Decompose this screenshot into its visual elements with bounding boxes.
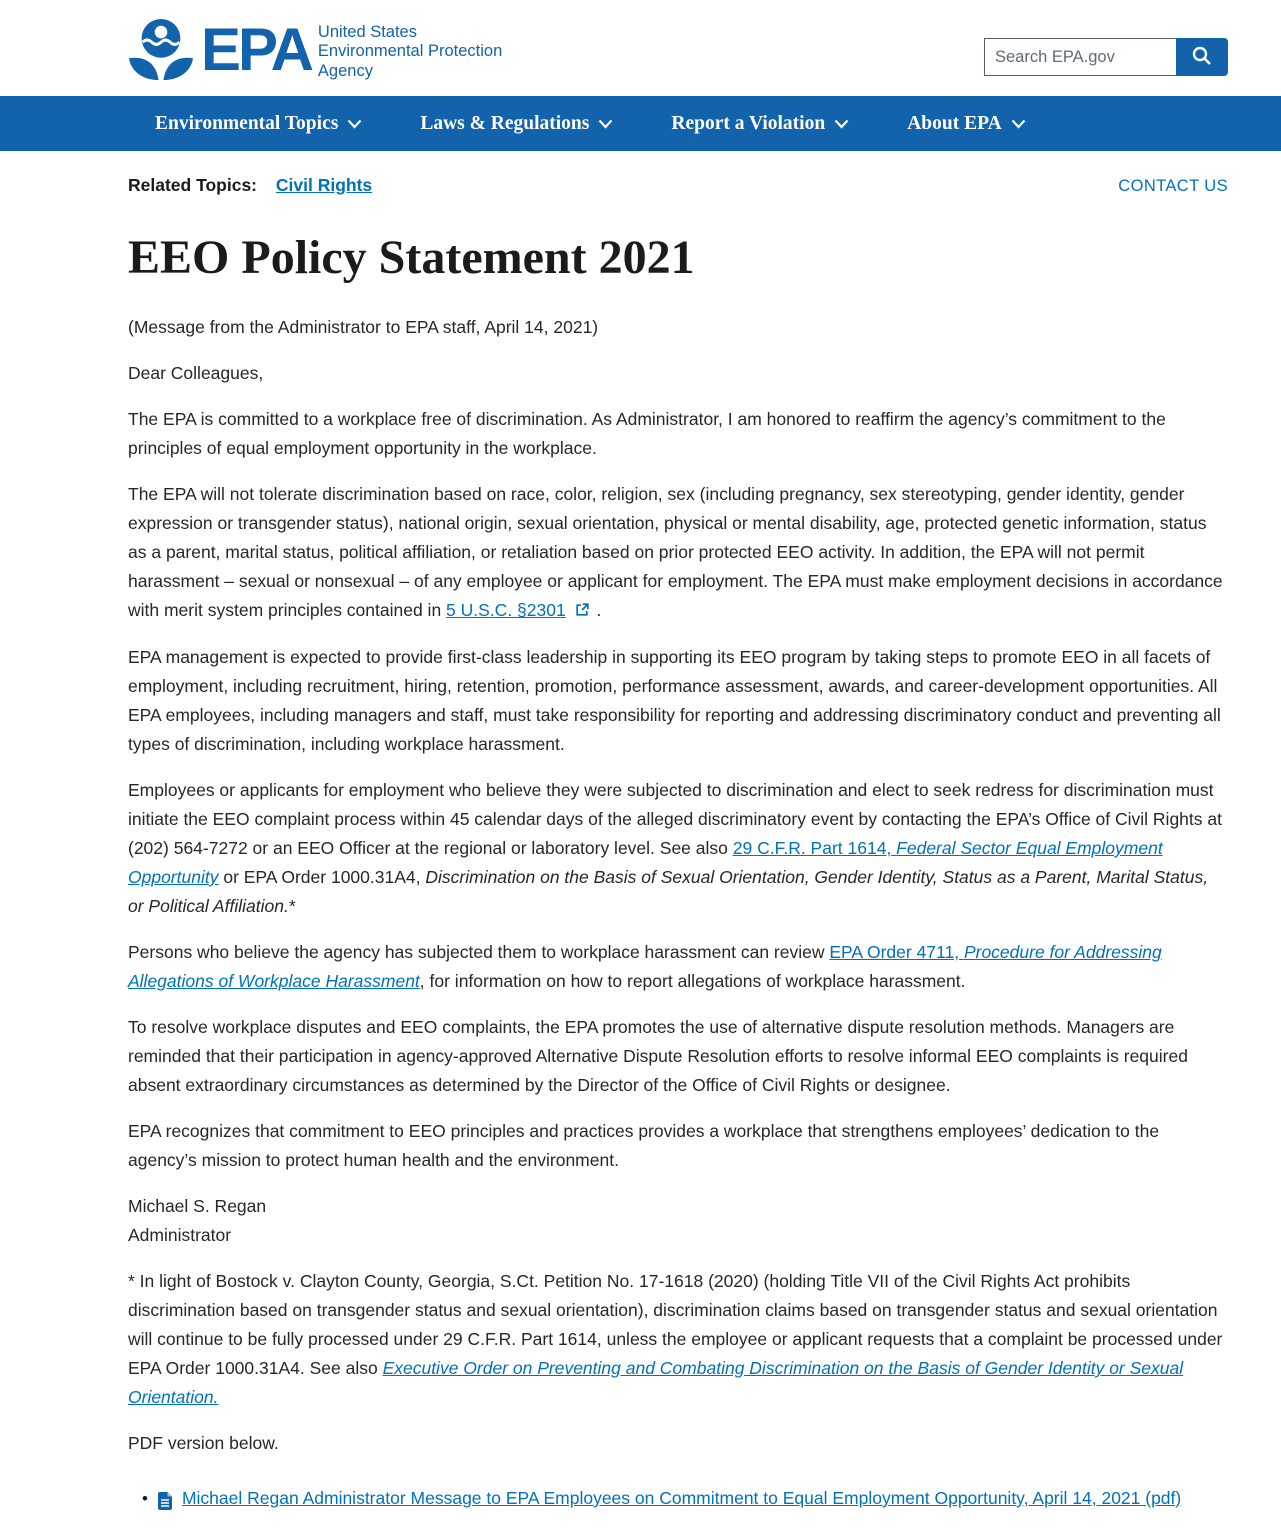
pdf-file-icon	[158, 1490, 172, 1519]
article-body	[128, 313, 1228, 1458]
text-run: * In light of Bostock v. Clayton County, Georgia, S.Ct. Petition No. 17-1618 (2020) (holding Title VII of the Civil Rights Act prohibits discrimination based on transgender status and sexual orientation), discrimination claims based on transgender status and sexual orientation will continue to be fully processed under 29 C.F.R. Part 1614, unless the employee or applicant requests that a complaint be processed under EPA Order 1000.31A4. See also	[128, 1271, 1223, 1378]
salutation	[128, 359, 1228, 388]
list-bullet: •	[142, 1489, 148, 1508]
chevron-down-icon	[1011, 119, 1026, 129]
pdf-document-link[interactable]: Michael Regan Administrator Message to EPA Employees on Commitment to Equal Employment Opportunity, April 14, 2021 (pdf)	[181, 1488, 1182, 1508]
text-run: .	[596, 600, 602, 620]
nav-item-label: About EPA	[907, 112, 1002, 134]
inline-link[interactable]: 29 C.F.R. Part 1614,	[732, 838, 897, 858]
nav-item-report-violation[interactable]	[671, 113, 849, 135]
nav-item-label: Laws & Regulations	[420, 112, 590, 134]
nav-item-laws-regulations[interactable]	[420, 113, 613, 135]
paragraph-complaint-process	[128, 776, 1228, 921]
search-button[interactable]	[1176, 38, 1228, 76]
text-run: Discrimination on the Basis of Sexual Orientation, Gender Identity, Status as a Parent, Marital Status, or Political Affiliation.	[128, 867, 1209, 916]
chevron-down-icon	[598, 119, 613, 129]
text-run: EPA management is expected to provide first-class leadership in supporting its EEO program by taking steps to promote EEO in all facets of employment, including recruitment, hiring, retention, promotion, performance assessment, awards, and career-development opportunities. All EPA employees, including managers and staff, must take responsibility for reporting and addressing discriminatory conduct and preventing all types of discrimination, including workplace harassment.	[128, 647, 1221, 754]
text-run: To resolve workplace disputes and EEO complaints, the EPA promotes the use of alternative dispute resolution methods. Managers are reminded that their participation in agency-approved Alternative Dispute Resolution efforts to resolve informal EEO complaints is required absent extraordinary circumstances as determined by the Director of the Office of Civil Rights or designee.	[128, 1017, 1188, 1095]
epa-wordmark: EPA	[201, 16, 311, 83]
contact-us-link[interactable]: CONTACT US	[1118, 177, 1228, 195]
pdf-list-item	[142, 1484, 1228, 1519]
inline-link[interactable]: Federal Sector Equal Employment Opportunity	[128, 838, 1163, 887]
page-title: EEO Policy Statement 2021	[128, 231, 695, 284]
tagline-line: Environmental Protection	[317, 42, 503, 61]
nav-item-about-epa[interactable]	[907, 113, 1025, 135]
inline-link[interactable]: Procedure for Addressing Allegations of Workplace Harassment	[128, 942, 1162, 991]
footnote	[128, 1267, 1228, 1412]
text-run: The EPA is committed to a workplace free of discrimination. As Administrator, I am honored to reaffirm the agency’s commitment to the principles of equal employment opportunity in the workplace.	[128, 409, 1166, 458]
site-search	[984, 38, 1228, 76]
nav-item-label: Environmental Topics	[155, 112, 339, 134]
epa-flower-icon	[128, 18, 194, 82]
primary-nav	[0, 96, 1281, 151]
paragraph-management	[128, 643, 1228, 759]
related-topics-label: Related Topics:	[128, 175, 258, 195]
related-topic-link-civil-rights[interactable]: Civil Rights	[275, 175, 373, 195]
external-link-icon	[575, 597, 589, 626]
text-run: , for information on how to report allegations of workplace harassment.	[419, 971, 966, 991]
signature-line: Michael S. Regan	[128, 1196, 267, 1216]
inline-link[interactable]: 5 U.S.C. §2301	[446, 600, 566, 620]
site-header	[0, 0, 1281, 96]
text-run: or EPA Order 1000.31A4,	[218, 867, 426, 887]
search-input[interactable]	[984, 38, 1176, 76]
text-run: Employees or applicants for employment who believe they were subjected to discrimination and elect to seek redress for discrimination must initiate the EEO complaint process within 45 calendar days of the alleged discriminatory event by contacting the EPA’s Office of Civil Rights at (202) 564-7272 or an EEO Officer at the regional or laboratory level. See also	[128, 780, 1222, 858]
paragraph-commitment	[128, 405, 1228, 463]
related-topics-row	[128, 175, 1228, 196]
paragraph-recognition	[128, 1117, 1228, 1175]
chevron-down-icon	[834, 119, 849, 129]
text-run: *	[288, 896, 296, 916]
text-run: Persons who believe the agency has subjected them to workplace harassment can review	[128, 942, 830, 962]
pdf-list	[128, 1484, 1228, 1519]
text-run: PDF version below.	[128, 1433, 279, 1453]
chevron-down-icon	[347, 119, 362, 129]
paragraph-adr	[128, 1013, 1228, 1100]
signature-block	[128, 1192, 1228, 1250]
paragraph-harassment-review	[128, 938, 1228, 996]
text-run: EPA recognizes that commitment to EEO principles and practices provides a workplace that strengthens employees’ dedication to the agency’s mission to protect human health and the environment.	[128, 1121, 1160, 1170]
epa-logo[interactable]	[128, 18, 502, 82]
nav-item-environmental-topics[interactable]	[155, 113, 362, 135]
epa-tagline	[318, 19, 502, 80]
inline-link[interactable]: EPA Order 4711,	[829, 942, 964, 962]
text-run: The EPA will not tolerate discrimination based on race, color, religion, sex (including pregnancy, sex stereotyping, gender identity, gender expression or transgender status), national origin, sexual orientation, physical or mental disability, age, protected genetic information, status as a parent, marital status, political affiliation, or retaliation based on prior protected EEO activity. In addition, the EPA will not permit harassment – sexual or nonsexual – of any employee or applicant for employment. The EPA must make employment decisions in accordance with merit system principles contained in	[128, 484, 1223, 620]
main-content	[128, 175, 1228, 1519]
intro-note	[128, 313, 1228, 342]
tagline-line: Agency	[317, 61, 373, 80]
search-icon	[1191, 45, 1213, 70]
tagline-line: United States	[317, 23, 417, 42]
paragraph-no-tolerance	[128, 480, 1228, 626]
pdf-version-note	[128, 1429, 1228, 1458]
signature-line: Administrator	[128, 1225, 232, 1245]
text-run: Dear Colleagues,	[128, 363, 264, 383]
text-run: (Message from the Administrator to EPA staff, April 14, 2021)	[128, 317, 599, 337]
inline-link[interactable]: Executive Order on Preventing and Combating Discrimination on the Basis of Gender Identity or Sexual Orientation.	[128, 1358, 1184, 1407]
nav-item-label: Report a Violation	[671, 112, 826, 134]
